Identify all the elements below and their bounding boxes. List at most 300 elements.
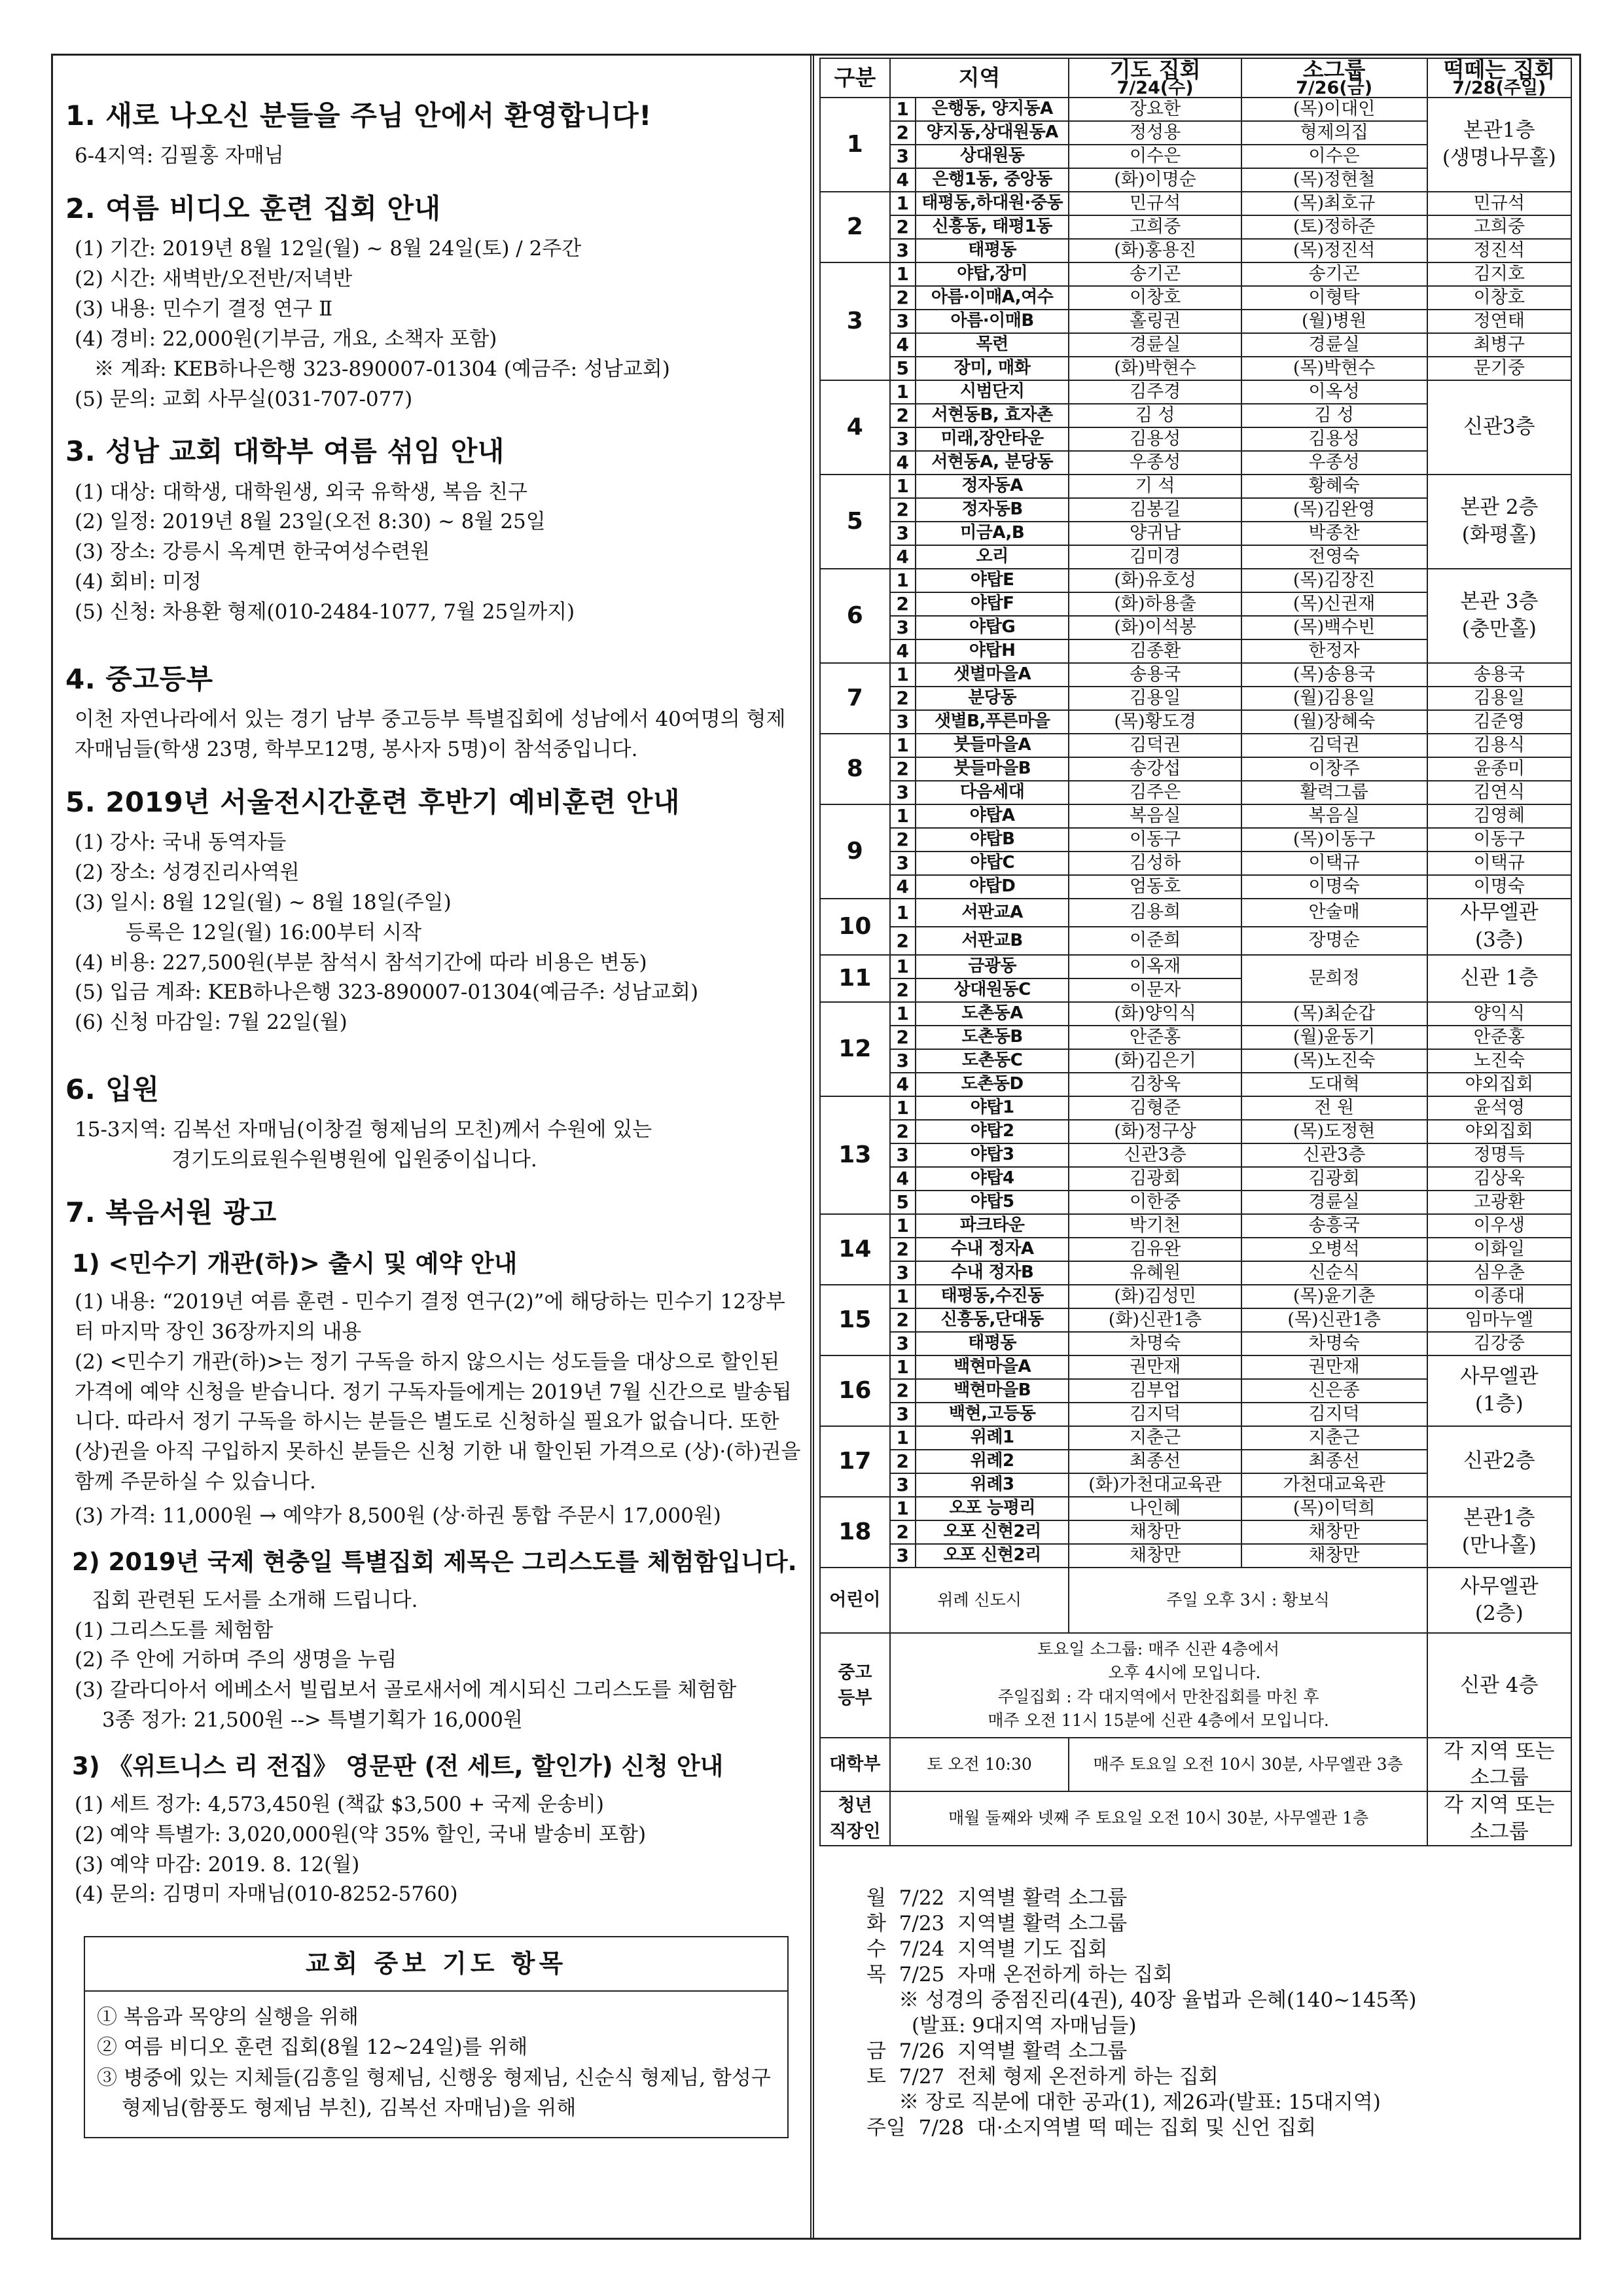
section-3-line: (5) 신청: 차용환 형제(010-2484-1077, 7월 25일까지)	[75, 600, 575, 624]
group-number: 5	[820, 475, 890, 569]
prayer-meeting-host: (화)이석봉	[1069, 616, 1241, 639]
young-adults-label: 청년 직장인	[820, 1791, 890, 1846]
subgroup-number: 2	[890, 1238, 916, 1261]
area-name: 서현동A, 분당동	[916, 451, 1069, 475]
small-group-host: 도대혁	[1241, 1073, 1427, 1096]
children-label: 어린이	[820, 1568, 890, 1633]
small-group-host: (목)이덕희	[1241, 1497, 1427, 1520]
area-name: 샛별B,푸른마을	[916, 710, 1069, 734]
prayer-meeting-host: 송용국	[1069, 663, 1241, 687]
section-4-title: 4. 중고등부	[65, 662, 213, 695]
small-group-host: 김덕권	[1241, 734, 1427, 757]
bread-meeting-place: 신관 1층	[1427, 955, 1571, 1002]
table-row	[820, 1002, 1571, 1026]
section-5-line: (3) 일시: 8월 12일(월) ~ 8월 18일(주일)	[75, 890, 452, 914]
section-7-sub1-title: 1) <민수기 개관(하)> 출시 및 예약 안내	[72, 1249, 518, 1278]
bread-meeting-host: 고희중	[1427, 215, 1571, 239]
subgroup-number: 3	[890, 1143, 916, 1167]
bread-meeting-host: 김용일	[1427, 687, 1571, 710]
small-group-host: 송흥국	[1241, 1214, 1427, 1238]
bread-meeting-host: 정연태	[1427, 310, 1571, 333]
small-group-host: 형제의집	[1241, 121, 1427, 145]
section-3-line: (4) 회비: 미정	[75, 570, 202, 594]
area-name: 야탑5	[916, 1191, 1069, 1214]
small-group-host: 이옥성	[1241, 380, 1427, 404]
children-row	[820, 1568, 1571, 1633]
prayer-meeting-host: 최종선	[1069, 1450, 1241, 1473]
small-group-host: 신은종	[1241, 1379, 1427, 1403]
section-2-line: ※ 계좌: KEB하나은행 323-890007-01304 (예금주: 성남교회)	[75, 357, 670, 381]
young-adults-place: 각 지역 또는 소그룹	[1427, 1791, 1571, 1846]
subgroup-number: 2	[890, 498, 916, 522]
area-name: 은행동, 양지동A	[916, 98, 1069, 121]
youth-label: 중고 등부	[820, 1633, 890, 1738]
table-row	[820, 757, 1571, 781]
bread-meeting-host: 정명득	[1427, 1143, 1571, 1167]
section-1-line: 6-4지역: 김필홍 자매님	[75, 144, 284, 168]
section-5-registration: 등록은 12일(월) 16:00부터 시작	[126, 920, 422, 944]
subgroup-number: 3	[890, 852, 916, 875]
subgroup-number: 3	[890, 145, 916, 168]
subgroup-number: 2	[890, 828, 916, 852]
area-name: 시범단지	[916, 380, 1069, 404]
subgroup-number: 3	[890, 781, 916, 804]
bread-meeting-place: 본관1층 (만나홀)	[1427, 1497, 1571, 1568]
table-row	[820, 239, 1571, 262]
section-3-line: (3) 장소: 강릉시 옥계면 한국여성수련원	[75, 540, 430, 564]
area-name: 오리	[916, 545, 1069, 569]
table-row	[820, 380, 1571, 404]
table-row	[820, 1332, 1571, 1355]
prayer-meeting-host: 안준홍	[1069, 1026, 1241, 1049]
area-name: 태평동	[916, 239, 1069, 262]
subgroup-number: 3	[890, 427, 916, 451]
college-place: 각 지역 또는 소그룹	[1427, 1738, 1571, 1792]
area-name: 야탑D	[916, 875, 1069, 899]
table-row	[820, 333, 1571, 357]
bread-meeting-place: 사무엘관 (1층)	[1427, 1355, 1571, 1426]
prayer-meeting-host: 권만재	[1069, 1355, 1241, 1379]
small-group-host: 박종찬	[1241, 522, 1427, 545]
meeting-schedule-table	[819, 58, 1572, 1846]
section-2-line: (5) 문의: 교회 사무실(031-707-077)	[75, 387, 413, 411]
small-group-host: 채창만	[1241, 1520, 1427, 1544]
subgroup-number: 1	[890, 380, 916, 404]
subgroup-number: 3	[890, 1544, 916, 1568]
bread-meeting-host: 김준영	[1427, 710, 1571, 734]
subgroup-number: 4	[890, 451, 916, 475]
bread-meeting-host: 김강중	[1427, 1332, 1571, 1355]
prayer-meeting-host: 박기천	[1069, 1214, 1241, 1238]
table-row	[820, 286, 1571, 310]
subgroup-number: 3	[890, 1403, 916, 1426]
small-group-host: (목)윤기춘	[1241, 1285, 1427, 1308]
subgroup-number: 1	[890, 1426, 916, 1450]
small-group-host: (목)노진숙	[1241, 1049, 1427, 1073]
group-number: 13	[820, 1096, 890, 1214]
section-7-sub3-title: 3) 《위트니스 리 전집》 영문판 (전 세트, 할인가) 신청 안내	[72, 1752, 724, 1781]
subgroup-number: 1	[890, 663, 916, 687]
subgroup-number: 1	[890, 734, 916, 757]
college-time: 토 오전 10:30	[890, 1738, 1069, 1792]
prayer-meeting-host: 채창만	[1069, 1520, 1241, 1544]
prayer-item: ③ 병중에 있는 지체들(김흥일 형제님, 신행웅 형제님, 신순식 형제님, 함성구 형제님(함풍도 형제님 부친), 김복선 자매님)을 위해	[97, 2066, 771, 2121]
small-group-host: (월)윤동기	[1241, 1026, 1427, 1049]
group-number: 1	[820, 98, 890, 192]
area-name: 위례1	[916, 1426, 1069, 1450]
subgroup-number: 1	[890, 1096, 916, 1120]
children-time: 주일 오후 3시 : 황보식	[1069, 1568, 1427, 1633]
table-row	[820, 1261, 1571, 1285]
group-number: 4	[820, 380, 890, 475]
table-row	[820, 98, 1571, 121]
area-name: 금광동	[916, 955, 1069, 978]
table-row	[820, 899, 1571, 927]
subgroup-number: 2	[890, 1520, 916, 1544]
table-row	[820, 215, 1571, 239]
header-small-group: 소그룹 7/26(금)	[1241, 58, 1427, 98]
section-5-line: (5) 입금 계좌: KEB하나은행 323-890007-01304(예금주: 성남교회)	[75, 980, 699, 1005]
area-name: 야탑C	[916, 852, 1069, 875]
table-row	[820, 687, 1571, 710]
subgroup-number: 1	[890, 1497, 916, 1520]
prayer-meeting-host: 김종환	[1069, 639, 1241, 663]
bread-meeting-host: 김영혜	[1427, 804, 1571, 828]
prayer-meeting-host: 우종성	[1069, 451, 1241, 475]
prayer-meeting-host: 김부업	[1069, 1379, 1241, 1403]
area-name: 아름·이매B	[916, 310, 1069, 333]
young-adults-row	[820, 1791, 1571, 1846]
bread-meeting-host: 안준홍	[1427, 1026, 1571, 1049]
bread-meeting-host: 김상욱	[1427, 1167, 1571, 1191]
prayer-item: ② 여름 비디오 훈련 집회(8월 12~24일)를 위해	[97, 2036, 528, 2060]
bread-meeting-host: 민규석	[1427, 192, 1571, 215]
small-group-host: (목)신관1층	[1241, 1308, 1427, 1332]
bread-meeting-host: 윤석영	[1427, 1096, 1571, 1120]
youth-place: 신관 4층	[1427, 1633, 1571, 1738]
subgroup-number: 1	[890, 262, 916, 286]
area-name: 아름·이매A,여수	[916, 286, 1069, 310]
group-number: 9	[820, 804, 890, 899]
area-name: 상대원동C	[916, 978, 1069, 1002]
area-name: 양지동,상대원동A	[916, 121, 1069, 145]
section-6-line: 경기도의료원수원병원에 입원중이십니다.	[171, 1148, 537, 1172]
small-group-host: 전영숙	[1241, 545, 1427, 569]
prayer-meeting-host: (화)양익식	[1069, 1002, 1241, 1026]
bread-meeting-host: 이우생	[1427, 1214, 1571, 1238]
small-group-host: 최종선	[1241, 1450, 1427, 1473]
prayer-meeting-host: (화)김성민	[1069, 1285, 1241, 1308]
prayer-meeting-host: 민규석	[1069, 192, 1241, 215]
prayer-meeting-host: 김광회	[1069, 1167, 1241, 1191]
small-group-host: (목)이대인	[1241, 98, 1427, 121]
small-group-host: 오병석	[1241, 1238, 1427, 1261]
prayer-items-box	[84, 1936, 789, 2138]
subgroup-number: 3	[890, 310, 916, 333]
prayer-meeting-host: (화)정구상	[1069, 1120, 1241, 1143]
section-2-line: (3) 내용: 민수기 결정 연구 Ⅱ	[75, 296, 333, 321]
small-group-host: 우종성	[1241, 451, 1427, 475]
bread-meeting-place: 본관 2층 (화평홀)	[1427, 475, 1571, 569]
area-name: 붓들마을B	[916, 757, 1069, 781]
area-name: 신흥동, 태평1동	[916, 215, 1069, 239]
area-name: 서판교A	[916, 899, 1069, 927]
table-row	[820, 475, 1571, 498]
bread-meeting-host: 이동구	[1427, 828, 1571, 852]
special-groups	[820, 1568, 1571, 1846]
area-name: 태평동,하대원·중동	[916, 192, 1069, 215]
section-7-sub2-item: (3) 갈라디아서 에베소서 빌립보서 골로새서에 계시되신 그리스도를 체험함	[75, 1678, 737, 1702]
bread-meeting-host: 고광환	[1427, 1191, 1571, 1214]
prayer-meeting-host: 엄동호	[1069, 875, 1241, 899]
group-number: 17	[820, 1426, 890, 1497]
header-bread: 떡떼는 집회 7/28(주일)	[1427, 58, 1571, 98]
subgroup-number: 1	[890, 1285, 916, 1308]
bread-meeting-host: 문기중	[1427, 357, 1571, 380]
prayer-meeting-host: (화)하용출	[1069, 592, 1241, 616]
area-name: 서판교B	[916, 927, 1069, 955]
subgroup-number: 4	[890, 875, 916, 899]
group-number: 15	[820, 1285, 890, 1355]
area-name: 수내 정자B	[916, 1261, 1069, 1285]
group-number: 11	[820, 955, 890, 1002]
small-group-host: 권만재	[1241, 1355, 1427, 1379]
small-group-host: (목)이동구	[1241, 828, 1427, 852]
column-divider	[810, 54, 814, 2240]
bread-meeting-host: 이창호	[1427, 286, 1571, 310]
prayer-meeting-host: 김성하	[1069, 852, 1241, 875]
table-row	[820, 262, 1571, 286]
table-row	[820, 828, 1571, 852]
subgroup-number: 2	[890, 121, 916, 145]
subgroup-number: 1	[890, 804, 916, 828]
small-group-host: (월)김용일	[1241, 687, 1427, 710]
prayer-meeting-host: 김미경	[1069, 545, 1241, 569]
bread-meeting-place: 신관3층	[1427, 380, 1571, 475]
table-row	[820, 1049, 1571, 1073]
subgroup-number: 3	[890, 710, 916, 734]
group-number: 16	[820, 1355, 890, 1426]
group-number: 6	[820, 569, 890, 663]
table-row	[820, 663, 1571, 687]
small-group-host: (목)정진석	[1241, 239, 1427, 262]
table-row	[820, 1214, 1571, 1238]
section-5-title: 5. 2019년 서울전시간훈련 후반기 예비훈련 안내	[65, 785, 680, 818]
area-name: 야탑B	[916, 828, 1069, 852]
area-name: 야탑A	[916, 804, 1069, 828]
subgroup-number: 1	[890, 899, 916, 927]
prayer-item: ① 복음과 목양의 실행을 위해	[97, 2005, 359, 2029]
subgroup-number: 5	[890, 357, 916, 380]
subgroup-number: 1	[890, 1214, 916, 1238]
area-name: 야탑4	[916, 1167, 1069, 1191]
small-group-host: 경륜실	[1241, 333, 1427, 357]
small-group-host: 차명숙	[1241, 1332, 1427, 1355]
subgroup-number: 1	[890, 192, 916, 215]
small-group-host: (목)김완영	[1241, 498, 1427, 522]
group-number: 18	[820, 1497, 890, 1568]
subgroup-number: 2	[890, 927, 916, 955]
area-name: 미금A,B	[916, 522, 1069, 545]
area-name: 야탑,장미	[916, 262, 1069, 286]
prayer-meeting-host: 김주경	[1069, 380, 1241, 404]
section-2-line: (1) 기간: 2019년 8월 12일(월) ~ 8월 24일(토) / 2주간	[75, 237, 582, 261]
subgroup-number: 2	[890, 687, 916, 710]
small-group-host: (목)도정현	[1241, 1120, 1427, 1143]
table-row	[820, 1191, 1571, 1214]
table-row	[820, 955, 1571, 978]
group-number: 10	[820, 899, 890, 955]
area-name: 야탑F	[916, 592, 1069, 616]
small-group-host: 송기곤	[1241, 262, 1427, 286]
prayer-meeting-host: (화)박현수	[1069, 357, 1241, 380]
subgroup-number: 4	[890, 168, 916, 192]
header-prayer: 기도 집회 7/24(수)	[1069, 58, 1241, 98]
section-6-title: 6. 입원	[65, 1073, 160, 1106]
section-7-sub2-price: 3종 정가: 21,500원 --> 특별기획가 16,000원	[102, 1708, 523, 1732]
subgroup-number: 3	[890, 1261, 916, 1285]
area-name: 야탑H	[916, 639, 1069, 663]
area-name: 정자동A	[916, 475, 1069, 498]
area-name: 위례2	[916, 1450, 1069, 1473]
subgroup-number: 2	[890, 1379, 916, 1403]
small-group-host: 이형탁	[1241, 286, 1427, 310]
table-row	[820, 710, 1571, 734]
area-name: 장미, 매화	[916, 357, 1069, 380]
subgroup-number: 4	[890, 1073, 916, 1096]
prayer-meeting-host: 고희중	[1069, 215, 1241, 239]
area-name: 도촌동B	[916, 1026, 1069, 1049]
section-5-line: (4) 비용: 227,500원(부분 참석시 참석기간에 따라 비용은 변동)	[75, 950, 647, 975]
bread-meeting-host: 윤종미	[1427, 757, 1571, 781]
area-name: 신흥동,단대동	[916, 1308, 1069, 1332]
small-group-host: (목)송용국	[1241, 663, 1427, 687]
section-7-sub3-item: (3) 예약 마감: 2019. 8. 12(월)	[75, 1852, 360, 1876]
subgroup-number: 2	[890, 404, 916, 427]
small-group-host: 안술매	[1241, 899, 1427, 927]
prayer-meeting-host: 김유완	[1069, 1238, 1241, 1261]
area-name: 수내 정자A	[916, 1238, 1069, 1261]
group-number: 3	[820, 262, 890, 380]
bread-meeting-host: 이화일	[1427, 1238, 1571, 1261]
table-row	[820, 310, 1571, 333]
bread-meeting-host: 노진숙	[1427, 1049, 1571, 1073]
subgroup-number: 2	[890, 286, 916, 310]
prayer-meeting-host: 이문자	[1069, 978, 1241, 1002]
bread-meeting-host: 양익식	[1427, 1002, 1571, 1026]
prayer-meeting-host: 경륜실	[1069, 333, 1241, 357]
prayer-meeting-host: 김용일	[1069, 687, 1241, 710]
group-number: 2	[820, 192, 890, 262]
table-row	[820, 781, 1571, 804]
prayer-meeting-host: 양귀남	[1069, 522, 1241, 545]
section-7-sub1-item: (1) 내용: “2019년 여름 훈련 - 민수기 결정 연구(2)”에 해당하는 민수기 12장부터 마지막 장인 36장까지의 내용	[75, 1289, 785, 1344]
schedule-column	[819, 58, 1572, 2141]
small-group-host: 활력그룹	[1241, 781, 1427, 804]
prayer-meeting-host: 홀링권	[1069, 310, 1241, 333]
subgroup-number: 3	[890, 522, 916, 545]
area-name: 야탑1	[916, 1096, 1069, 1120]
prayer-meeting-host: 지춘근	[1069, 1426, 1241, 1450]
small-group-host: 황혜숙	[1241, 475, 1427, 498]
prayer-meeting-host: 김 성	[1069, 404, 1241, 427]
prayer-meeting-host: 송기곤	[1069, 262, 1241, 286]
bread-meeting-place: 본관1층 (생명나무홀)	[1427, 98, 1571, 192]
table-row	[820, 1355, 1571, 1379]
area-name: 오포 신현2리	[916, 1520, 1069, 1544]
section-4-text: 이천 자연나라에서 있는 경기 남부 중고등부 특별집회에 성남에서 40여명의 형제 자매님들(학생 23명, 학부모12명, 봉사자 5명)이 참석중입니다.	[75, 708, 786, 761]
youth-text: 토요일 소그룹: 매주 신관 4층에서 오후 4시에 모입니다. 주일집회 : 각 대지역에서 만찬집회를 마친 후 매주 오전 11시 15분에 신관 4층에서 모입니다.	[890, 1633, 1427, 1738]
area-name: 도촌동C	[916, 1049, 1069, 1073]
prayer-meeting-host: 김용성	[1069, 427, 1241, 451]
prayer-meeting-host: 김창욱	[1069, 1073, 1241, 1096]
table-row	[820, 1167, 1571, 1191]
table-row	[820, 357, 1571, 380]
section-5-line: (6) 신청 마감일: 7월 22일(월)	[75, 1011, 348, 1035]
section-7-sub3-item: (2) 예약 특별가: 3,020,000원(약 35% 할인, 국내 발송비 포함)	[75, 1822, 647, 1846]
table-row	[820, 734, 1571, 757]
prayer-meeting-host: 정성용	[1069, 121, 1241, 145]
subgroup-number: 3	[890, 1332, 916, 1355]
section-3-title: 3. 성남 교회 대학부 여름 섞임 안내	[65, 435, 505, 468]
schedule-body	[820, 98, 1571, 1568]
prayer-meeting-host: 장요한	[1069, 98, 1241, 121]
section-5-line: (2) 장소: 성경진리사역원	[75, 860, 300, 884]
prayer-meeting-host: 채창만	[1069, 1544, 1241, 1568]
small-group-host: (월)장혜숙	[1241, 710, 1427, 734]
section-7-sub2-item: (1) 그리스도를 체험함	[75, 1618, 274, 1642]
table-row	[820, 1426, 1571, 1450]
header-area: 지역	[890, 58, 1069, 98]
small-group-host: (목)정현철	[1241, 168, 1427, 192]
small-group-host: 김지덕	[1241, 1403, 1427, 1426]
table-row	[820, 1073, 1571, 1096]
area-name: 붓들마을A	[916, 734, 1069, 757]
group-number: 14	[820, 1214, 890, 1285]
prayer-meeting-host: (화)유호성	[1069, 569, 1241, 592]
section-7-sub1-item: (2) <민수기 개관(하)>는 정기 구독을 하지 않으시는 성도들을 대상으로 할인된 가격에 예약 신청을 받습니다. 정기 구독자들에게는 2019년 7월 신간으로 발송됩니다. 따라서 정기 구독을 하시는 분들은 별도로 신청하실 필요가 없습니다. 또한 (상)권을 아직 구입하지 못하신 분들은 신청 기한 내 할인된 가격으로 (상)·(하)권을 함께 주문하실 수 있습니다.	[75, 1350, 801, 1494]
area-name: 야탑E	[916, 569, 1069, 592]
area-name: 목련	[916, 333, 1069, 357]
small-group-host: (토)정하준	[1241, 215, 1427, 239]
table-row	[820, 1096, 1571, 1120]
prayer-meeting-host: 김덕권	[1069, 734, 1241, 757]
section-7-sub3-item: (4) 문의: 김명미 자매님(010-8252-5760)	[75, 1882, 458, 1907]
section-7-sub1-item: (3) 가격: 11,000원 → 예약가 8,500원 (상·하권 통합 주문시 17,000원)	[75, 1504, 721, 1528]
small-group-host: 이택규	[1241, 852, 1427, 875]
area-name: 파크타운	[916, 1214, 1069, 1238]
table-row	[820, 1308, 1571, 1332]
group-number: 8	[820, 734, 890, 804]
young-adults-text: 매월 둘째와 넷째 주 토요일 오전 10시 30분, 사무엘관 1층	[890, 1791, 1427, 1846]
small-group-host: 김 성	[1241, 404, 1427, 427]
subgroup-number: 1	[890, 955, 916, 978]
subgroup-number: 2	[890, 1026, 916, 1049]
bread-meeting-host: 이택규	[1427, 852, 1571, 875]
prayer-meeting-host: 김형준	[1069, 1096, 1241, 1120]
table-row	[820, 804, 1571, 828]
subgroup-number: 1	[890, 98, 916, 121]
area-name: 은행1동, 중앙동	[916, 168, 1069, 192]
section-7-sub2-intro: 집회 관련된 도서를 소개해 드립니다.	[92, 1588, 418, 1612]
area-name: 정자동B	[916, 498, 1069, 522]
small-group-host: 김광회	[1241, 1167, 1427, 1191]
subgroup-number: 4	[890, 333, 916, 357]
small-group-host: 지춘근	[1241, 1426, 1427, 1450]
subgroup-number: 2	[890, 215, 916, 239]
prayer-meeting-host: (화)김은기	[1069, 1049, 1241, 1073]
subgroup-number: 3	[890, 1473, 916, 1497]
